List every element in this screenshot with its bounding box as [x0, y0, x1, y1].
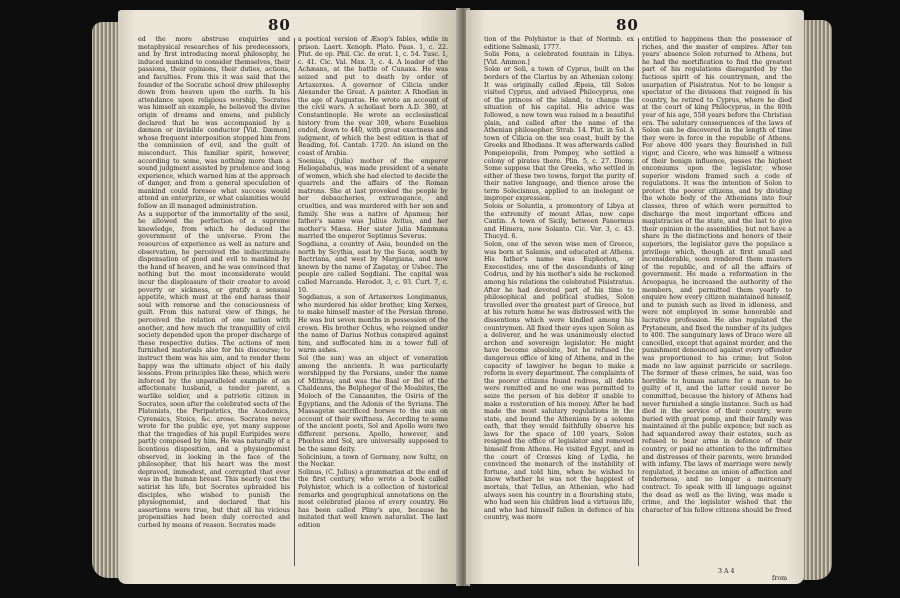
paragraph: a poetical version of Æsop's fables, while in prison. Laert. Xenoph. Plato. Paus. 1, c. 22. Plut. de op. Phil. Cic. de orat. 1, c. 54. Tusc. 1, c. 41. Cic. Val. Max. 3, c. 4. A leader of the Achæans, at the battle of Cunaxa. He was seized and put to death by order of Artaxerxes. A governor of Cilicia under Alexander the Great. A painter. A Rhodian in the age of Augustus. He wrote an account of the civil wars. A scholiast born A.D. 380, at Constantinople. He wrote an ecclesiastical history from the year 309, where Eusebius ended, down to 440, with great exactness and judgment, of which the best edition is that of Reading, fol. Cantab. 1720. An island on the coast of Arabia. — [298, 36, 448, 157]
paragraph: Sogdiana, a country of Asia, bounded on the north by Scythia, east by the Sacæ, south by Bactriana, and west by Margiana, and now known by the name of Zagatay, or Usbec. The people are called Sogdiani. The capital was called Marcanda. Herodot. 3, c. 93. Curt. 7, c. 10. — [298, 241, 448, 294]
paragraph: Solœ or Soli, a town of Cyprus, built on the borders of the Clarius by an Athenian colony. It was originally called Æpeia, till Solon visited Cyprus, and advised Philocyprus, one of the princes of the island, to change the situation of his capital. His advice was followed, a new town was raised in a beautiful plain, and called after the name of the Athenian philosopher. Strab. 14. Plut. in Sol. A town of Cilicia on the sea coast, built by the Greeks and Rhodians. It was afterwards called Pompeiopolis, from Pompey, who settled a colony of pirates there. Plin. 5, c. 27. Diony. Some suppose that the Greeks, who settled in either of these two towns, forgot the purity of their native language, and thence arose the term Solecismus, applied to an inelegant or improper expression. — [484, 66, 634, 203]
right-column-1 — [484, 36, 634, 576]
left-page — [118, 10, 460, 584]
paragraph: Solis Fons, a celebrated fountain in Libya. [Vid. Ammon.] — [484, 51, 634, 66]
left-column-1 — [138, 36, 290, 576]
paragraph: tion of the Polyhistor is that of Norimb. ex editione Salmasii, 1777. — [484, 36, 634, 51]
signature-mark: 3 A 4 — [718, 568, 735, 575]
paragraph: Sol (the sun) was an object of veneration among the ancients. It was particularly worshipped by the Persians, under the name of Mithras; and was the Baal or Bel of the Chaldeans, the Belphegor of the Moabites, the Moloch of the Canaanites, the Osiris of the Egyptians, and the Adonis of the Syrians. The Massagetæ sacrificed horses to the sun on account of their swiftness. According to some of the ancient poets, Sol and Apollo were two different persons. Apollo, however, and Phœbus and Sol, are universally supposed to be the same deity. — [298, 354, 448, 454]
paragraph: Soemias, (Julia) mother of the emperor Heliogabalus, was made president of a senate of women, which she had elected to decide the quarrels and the affairs of the Roman matrons. She at last provoked the people by her debaucheries, extravagance, and cruelties, and was murdered with her son and family. She was a native of Apamea; her father's name was Julius Avitus, and her mother's Mæsa. Her sister Julia Mammæa married the emperor Septimus Severus. — [298, 157, 448, 241]
paragraph: Solois or Soluntia, a promontory of Libya at the extremity of mount Atlas, now cape Cantin. A town of Sicily, between Panormus and Himera, now Solanto. Cic. Ver. 3, c. 43. Thucyd. 6. — [484, 203, 634, 241]
paragraph: Sogdianus, a son of Artaxerxes Longimanus, who murdered his elder brother, king Xerxes, to make himself master of the Persian throne. He was but seven months in possession of the crown. His brother Ochus, who reigned under the name of Darius Nothus conspired against him, and suffocated him in a tower full of warm ashes. — [298, 294, 448, 355]
left-column-2 — [298, 36, 448, 576]
paragraph: As a supporter of the immortality of the soul, he allowed the perfection of a supreme knowledge, from which he deduced the government of the universe. From the resources of experience as well as nature and observation, he perceived the indiscriminate dispensation of good and evil to mankind by the hand of heaven, and he was convinced that nothing but the most inconsiderate would incur the displeasure of their creator to avoid poverty or sickness, or gratify a sensual appetite, which must at the end harass their soul with remorse and the consciousness of guilt. From this natural view of things, he perceived the relation of one nation with another, and how much the tranquillity of civil society depended upon the proper discharge of these respective duties. The actions of men furnished materials also for his discourse; to instruct them was his aim, and to render them happy was the ultimate object of his daily lessons. From principles like these, which were inforced by the unparalleled example of an affectionate husband, a tender parent, a warlike soldier, and a patriotic citizen in Socrates, soon after the celebrated sects of the Platonists, the Peripatetics, the Academics, Cyrenaics, Stoics, &c. arose. Socrates never wrote for the public eye, yet many suppose that the tragedies of his pupil Euripides were partly composed by him. He was naturally of a licentious disposition, and a physiognomist observed, in looking in the face of the philosopher, that his heart was the most depraved, immodest, and corrupted that ever was in the human breast. This nearly cost the satirist his life, but Socrates upbraided his disciples, who wished to punish the physiognomist, and declared that his assertions were true, but that all his vicious propensities had been duly corrected and curbed by means of reason. Socrates made — [138, 210, 290, 529]
paragraph: Solicinium, a town of Germany, now Sultz, on the Neckar. — [298, 453, 448, 469]
right-page-number: 80 — [616, 16, 639, 34]
right-page — [466, 10, 804, 584]
column-rule — [638, 38, 639, 566]
paragraph: Solon, one of the seven wise men of Greece, was born at Salamis, and educated at Athens. His father's name was Euphorion, or Execestides, one of the descendants of king Codrus, and by his mother's side he reckoned among his relations the celebrated Pisistratus. After he had devoted part of his time to philosophical and political studies, Solon travelled over the greatest part of Greece, but at his return home he was distressed with the dissentions which were kindled among his countrymen. All fixed their eyes upon Solon as a deliverer, and he was unanimously elected archon and sovereign legislator. He might have become absolute, but he refused the dangerous office of king of Athens, and in the capacity of lawgiver he began to make a reform in every department. The complaints of the poorer citizens found redress, all debts were remitted and no one was permitted to seize the person of his debtor if unable to make a restoration of his money. After he had made the most salutary regulations in the state, and bound the Athenians by a solemn oath, that they would faithfully observe his laws for the space of 100 years, Solon resigned the office of legislator and removed himself from Athens. He visited Egypt, and in the court of Crœsus king of Lydia, he convinced the monarch of the instability of fortune, and told him, when he wished to know whether he was not the happiest of mortals, that Tellus, an Athenian, who had always seen his country in a flourishing state, who had seen his children lead a virtuous life, and who had himself fallen in defence of his country, was more — [484, 241, 634, 522]
right-column-2 — [642, 36, 792, 566]
paragraph: Solinus, (C. Julius) a grammarian at the end of the first century, who wrote a book called Polyhistor, which is a collection of historical remarks and geographical annotations on the most celebrated places of every country. He has been called Pliny's ape, because he imitated that well known naturalist. The last edition — [298, 468, 448, 529]
catchword: from — [772, 575, 788, 582]
paragraph: ed the more abstruse enquiries and metaphysical researches of his predecessors, and by first introducing moral philosophy, he induced mankind to consider themselves, their passions, their opinions, their duties, actions, and faculties. From this it was said that the founder of the Socratic school drew philosophy down from heaven upon the earth. In his attendance upon religious worship, Socrates was himself an example, he believed the divine origin of dreams and omens, and publicly declared that he was accompanied by a dæmon or invisible conductor [Vid. Dæmon] whose frequent interposition stopped him from the commission of evil, and the guilt of misconduct. This familiar spirit, however, according to some, was nothing more than a sound judgment assisted by prudence and long experience, which warned him at the approach of danger, and from a general speculation of mankind could foresee what success would attend an enterprize, or what calamities would follow an ill managed administration. — [138, 36, 290, 211]
column-rule — [294, 38, 295, 566]
left-page-number: 80 — [268, 16, 291, 34]
paragraph: entitled to happiness than the possessor of riches, and the master of empires. After ten years' absence Solon returned to Athens, but he had the mortification to find the greatest part of his regulations disregarded by the factious spirit of his countrymen, and the usurpation of Pisistratus. Not to be longer a spectator of the divisions that reigned in his country, he retired to Cyprus, where he died at the court of king Philocyprus, in the 80th year of his age, 558 years before the Christian era. The salutary consequences of the laws of Solon can be discovered in the length of time they were in force in the republic of Athens. For above 400 years they flourished in full vigor, and Cicero, who was himself a witness of their benign influence, passes the highest encomiums upon the legislator, whose superior wisdom framed such a code of regulations. It was the intention of Solon to protect the poorer citizens, and by dividing the whole body of the Athenians into four classes, three of which were permitted to discharge the most important offices and magistracies of the state, and the last to give their opinion in the assemblies, but not have a share in the distinctions and honors of their superiors, the legislator gave the populace a privilege which, though at first small and inconsiderable, soon rendered them masters of the republic, and of all the affairs of government. He made a reformation in the Areopagus, he increased the authority of the members, and permitted them yearly to enquire how every citizen maintained himself, and to punish such as lived in idleness, and were not employed in some honorable and lucrative profession. He also regulated the Prytaneum, and fixed the number of its judges to 400. The sanguinary laws of Draco were all cancelled, except that against murder, and the punishment denounced against every offender was proportioned to his crime; but Solon made no law against parricide or sacrilege. The former of these crimes, he said, was too horrible to human nature for a man to be guilty of it, and the latter could never be committed, because the history of Athens had never furnished a single instance. Such as had died in the service of their country, were buried with great pomp, and their family was maintained at the public expence; but such as had squandered away their estates, such as refused to bear arms in defence of their country, or paid no attention to the infirmities and distresses of their parents, were branded with infamy. The laws of marriage were newly regulated, it became an union of affection and tenderness, and no longer a mercenary contract. To speak with ill language against the dead as well as the living, was made a crime, and the legislator wished that the character of his fellow citizens should be freed — [642, 36, 792, 514]
